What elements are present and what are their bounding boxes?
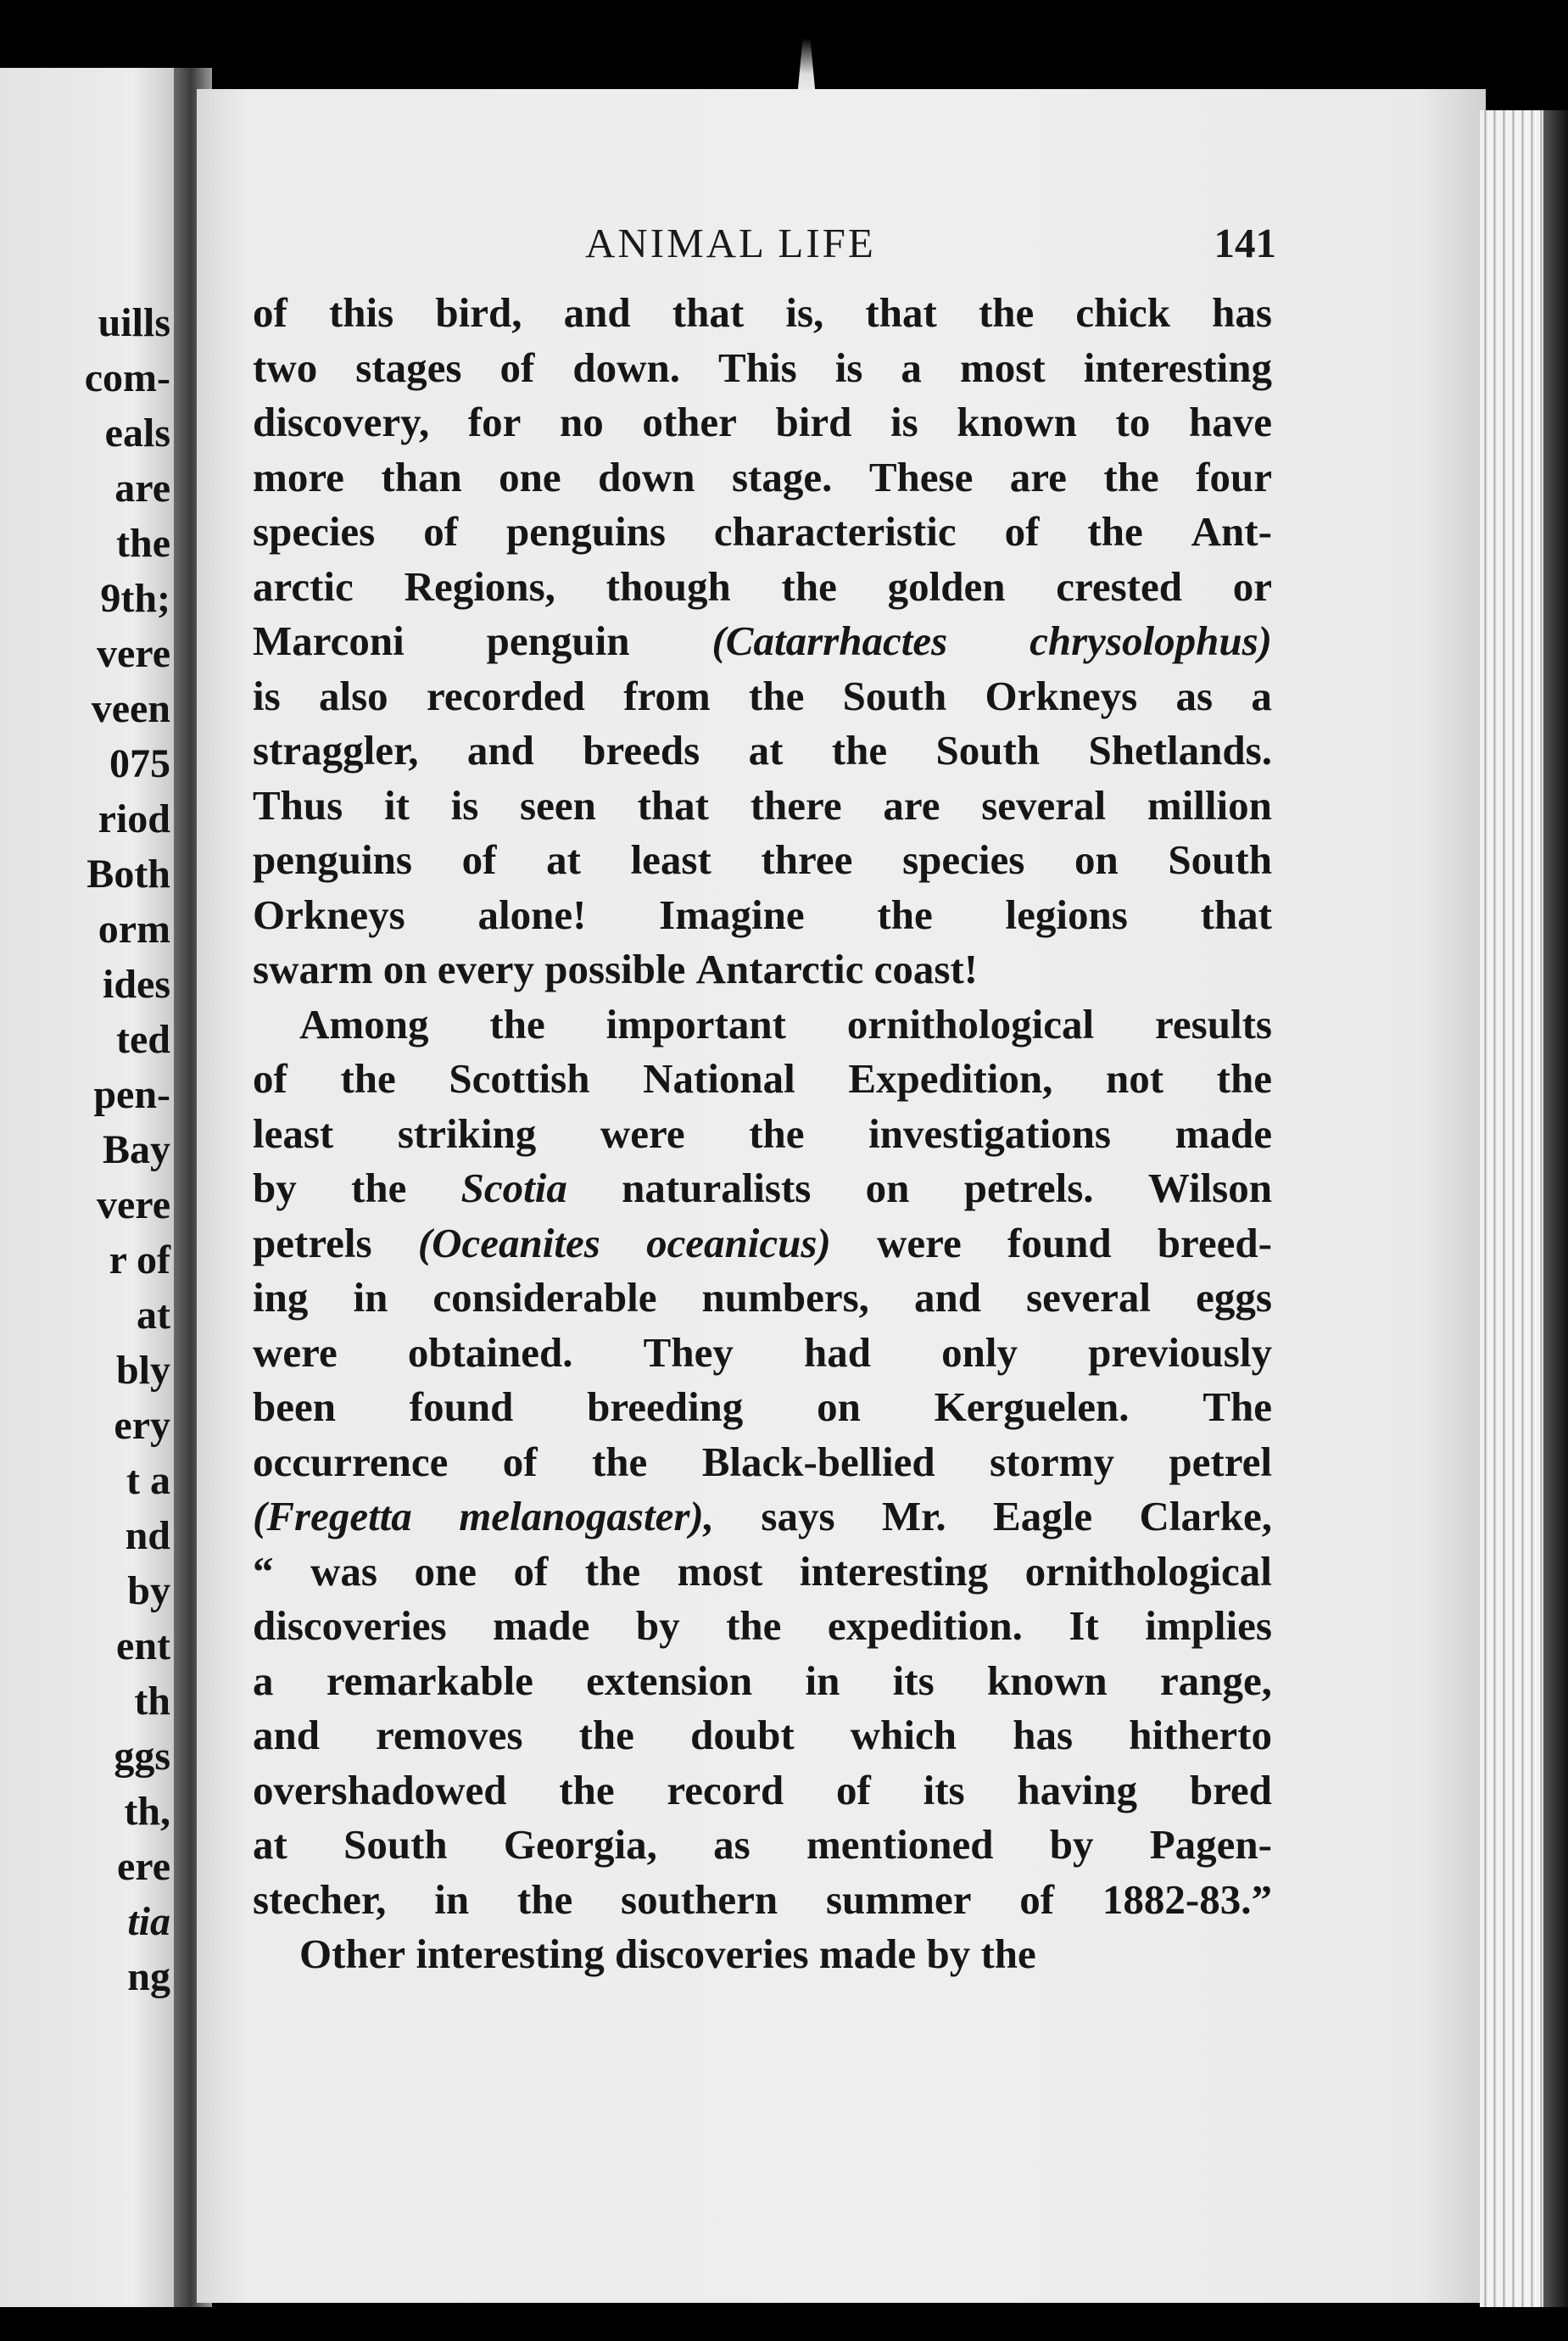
text-line <box>253 505 1272 560</box>
word: Orkneys <box>253 891 405 938</box>
word: straggler, <box>253 727 419 774</box>
word: “ <box>253 1547 274 1595</box>
word: stecher, <box>253 1875 387 1923</box>
word: Wilson <box>1147 1165 1272 1211</box>
fragment: ides <box>102 962 170 1007</box>
word: least <box>630 836 711 883</box>
word: discoveries <box>614 1930 819 1977</box>
word: is <box>253 672 281 719</box>
word: more <box>253 453 344 500</box>
word: alone! <box>477 891 587 938</box>
page-number: 141 <box>1214 220 1276 266</box>
word: on <box>1074 836 1119 883</box>
word: in <box>434 1875 470 1923</box>
word: only <box>941 1328 1018 1376</box>
word: golden <box>887 562 1006 610</box>
fragment: th, <box>124 1789 170 1834</box>
fragment: ng <box>127 1954 170 1999</box>
word: occurrence <box>253 1438 449 1485</box>
word: previously <box>1088 1328 1272 1376</box>
fragment: 075 <box>109 741 170 786</box>
word: the <box>877 891 933 938</box>
word: made <box>493 1602 590 1649</box>
word: are <box>883 781 940 829</box>
word: are <box>1009 453 1067 500</box>
word: striking <box>397 1109 537 1157</box>
text-line <box>253 833 1272 888</box>
word: four <box>1196 453 1272 500</box>
word: National <box>643 1055 795 1102</box>
word: it <box>383 781 410 829</box>
fragment: Both <box>86 852 170 897</box>
word: South <box>343 1821 448 1868</box>
fragment: t a <box>126 1458 170 1503</box>
word: that <box>672 289 745 336</box>
word: interesting <box>799 1547 989 1595</box>
text-line <box>253 888 1272 943</box>
word: the <box>749 672 805 719</box>
word: the <box>831 727 888 774</box>
word: several <box>981 781 1107 829</box>
word: a <box>253 1657 274 1704</box>
text-line <box>253 1708 1272 1763</box>
word: have <box>1188 399 1272 445</box>
word: (Catarrhactes <box>711 617 948 664</box>
word: South <box>935 727 1041 774</box>
word: southern <box>621 1875 778 1923</box>
word: Georgia, <box>503 1821 657 1868</box>
text-line <box>253 724 1272 779</box>
word: Marconi <box>253 617 405 664</box>
word: is, <box>785 289 824 336</box>
word: found <box>1007 1219 1112 1266</box>
word: by <box>253 1165 297 1211</box>
word: They <box>643 1328 734 1376</box>
word: on <box>865 1165 910 1211</box>
word: penguin <box>486 617 630 664</box>
word: there <box>750 781 842 829</box>
word: breed- <box>1157 1219 1272 1266</box>
text-line <box>253 1216 1272 1271</box>
word: overshadowed <box>253 1766 507 1813</box>
word: which <box>850 1712 957 1758</box>
word: is <box>890 399 918 445</box>
word: Antarctic <box>695 946 874 992</box>
word: the <box>978 289 1035 336</box>
word: extension <box>586 1657 753 1704</box>
word: Shetlands. <box>1088 727 1272 774</box>
word: coast! <box>873 946 979 992</box>
text-line <box>253 1052 1272 1107</box>
fragment: Bay <box>102 1127 170 1172</box>
fragment: 9th; <box>100 576 170 621</box>
text-line <box>253 560 1272 615</box>
word: the <box>1087 508 1143 555</box>
word: at <box>253 1821 287 1868</box>
word: species <box>253 508 376 555</box>
word: the <box>559 1766 615 1813</box>
word: the <box>726 1602 782 1649</box>
running-head-title: ANIMAL LIFE <box>585 220 876 266</box>
fragment: riod <box>98 796 170 841</box>
word: million <box>1147 781 1272 829</box>
word: remarkable <box>326 1657 533 1704</box>
word: chrysolophus) <box>1030 617 1272 664</box>
word: the <box>351 1165 407 1211</box>
word: as <box>1175 672 1214 719</box>
text-line <box>253 1818 1272 1873</box>
word: and <box>466 727 534 774</box>
word: Clarke, <box>1139 1493 1272 1539</box>
fragment: pen- <box>93 1072 170 1117</box>
word: this <box>328 289 394 336</box>
word: doubt <box>690 1712 795 1758</box>
word: Regions, <box>404 562 555 610</box>
word: at <box>546 836 581 883</box>
word: Ant- <box>1191 508 1272 555</box>
word: interesting <box>1083 344 1272 391</box>
word: Eagle <box>993 1493 1093 1539</box>
word: or <box>1232 562 1272 610</box>
word: Scottish <box>449 1055 590 1102</box>
word: obtained. <box>407 1328 573 1376</box>
word: Other <box>299 1930 416 1977</box>
word: one <box>499 453 561 500</box>
word: though <box>605 562 731 610</box>
word: recorded <box>427 672 585 719</box>
word: the <box>781 562 837 610</box>
word: eggs <box>1196 1274 1272 1321</box>
text-line <box>253 1326 1272 1381</box>
word: at <box>748 727 784 774</box>
word: two <box>253 344 318 391</box>
word: discoveries <box>253 1602 447 1649</box>
text-line <box>253 286 1272 341</box>
word: legions <box>1005 891 1128 938</box>
word: one <box>414 1547 477 1595</box>
text-line <box>253 1107 1272 1162</box>
word: These <box>868 453 974 500</box>
word: its <box>892 1657 935 1704</box>
word: to <box>1115 399 1151 445</box>
word: the <box>340 1055 396 1102</box>
fragment: are <box>114 466 170 511</box>
word: most <box>959 344 1046 391</box>
word: no <box>560 399 604 445</box>
word: melanogaster), <box>459 1493 714 1539</box>
word: known <box>957 399 1077 445</box>
word: of <box>499 344 535 391</box>
word: breeds <box>583 727 700 774</box>
word: ornithological <box>846 1000 1095 1048</box>
word: of <box>836 1766 871 1813</box>
word: discovery, <box>253 399 430 445</box>
text-line <box>253 1927 1272 1982</box>
text-line <box>253 997 1272 1053</box>
body-text <box>253 286 1272 1982</box>
word: (Oceanites <box>417 1219 600 1266</box>
word: of <box>1019 1875 1055 1923</box>
word: that <box>865 289 937 336</box>
word: in <box>353 1274 388 1321</box>
word: removes <box>376 1712 523 1758</box>
word: breeding <box>587 1383 744 1430</box>
word: of <box>423 508 459 555</box>
word: was <box>310 1547 377 1595</box>
word: It <box>1069 1602 1099 1649</box>
word: stages <box>355 344 462 391</box>
edge-shadow <box>1543 110 1568 2307</box>
word: the <box>591 1438 648 1485</box>
word: least <box>253 1109 334 1157</box>
word: investigations <box>868 1109 1112 1157</box>
word: also <box>319 672 388 719</box>
word: South <box>1168 836 1272 883</box>
word: the <box>749 1109 805 1157</box>
word: Scotia <box>460 1165 567 1211</box>
word: results <box>1155 1000 1272 1048</box>
word: seen <box>520 781 596 829</box>
word: is <box>834 344 863 391</box>
word: has <box>1013 1712 1074 1758</box>
word: 1882-83.” <box>1102 1875 1272 1923</box>
word: down <box>598 453 695 500</box>
text-line <box>253 1545 1272 1600</box>
word: that <box>1200 891 1272 938</box>
word: were <box>877 1219 962 1266</box>
word: Imagine <box>659 891 805 938</box>
text-line <box>253 1763 1272 1819</box>
word: made <box>818 1930 927 1977</box>
word: This <box>718 344 797 391</box>
fragment: ggs <box>114 1734 170 1779</box>
running-head <box>254 219 1276 270</box>
word: range, <box>1159 1657 1272 1704</box>
word: the <box>584 1547 641 1595</box>
word: a <box>1251 672 1272 719</box>
previous-page <box>0 68 191 2307</box>
word: expedition. <box>827 1602 1023 1649</box>
text-line <box>253 1161 1272 1216</box>
word: not <box>1105 1055 1164 1102</box>
word: Black-bellied <box>701 1438 935 1485</box>
fragment: tia <box>127 1899 170 1944</box>
word: ing <box>253 1274 309 1321</box>
word: been <box>253 1383 336 1430</box>
word: the <box>1216 1055 1272 1102</box>
fragment: orm <box>98 907 170 952</box>
text-line <box>253 1599 1272 1654</box>
word: of <box>1004 508 1040 555</box>
word: having <box>1017 1766 1138 1813</box>
fragment: the <box>116 521 170 566</box>
page-edges <box>1480 110 1543 2307</box>
word: Expedition, <box>848 1055 1053 1102</box>
word: important <box>605 1000 786 1048</box>
fragment: bly <box>115 1348 170 1393</box>
word: penguins <box>506 508 666 555</box>
fragment: ery <box>114 1403 170 1448</box>
fragment: r of <box>109 1238 170 1282</box>
word: were <box>253 1328 338 1376</box>
word: Among <box>299 1000 429 1048</box>
fragment: ent <box>116 1623 170 1668</box>
word: Kerguelen. <box>934 1383 1130 1430</box>
word: by <box>1049 1821 1094 1868</box>
word: were <box>600 1109 685 1157</box>
word: Thus <box>253 781 343 829</box>
word: stage. <box>731 453 833 500</box>
text-line <box>253 1489 1272 1545</box>
fragment: ere <box>116 1844 170 1889</box>
word: bird <box>775 399 852 445</box>
word: down. <box>572 344 680 391</box>
word: implies <box>1145 1602 1272 1649</box>
word: swarm <box>253 946 383 992</box>
word: petrels. <box>963 1165 1094 1211</box>
word: considerable <box>432 1274 657 1321</box>
text-line <box>253 779 1272 834</box>
word: Orkneys <box>985 672 1138 719</box>
word: bird, <box>435 289 522 336</box>
word: says <box>761 1493 835 1539</box>
word: stormy <box>990 1438 1114 1485</box>
text-line <box>253 341 1272 396</box>
fragment: vere <box>96 631 170 676</box>
fragment: veen <box>91 686 170 731</box>
fragment: nd <box>125 1513 170 1558</box>
fragment: vere <box>96 1182 170 1227</box>
text-line <box>253 1380 1272 1435</box>
word: of <box>461 836 497 883</box>
word: arctic <box>253 562 354 610</box>
word: South <box>842 672 947 719</box>
word: of <box>502 1438 538 1485</box>
word: had <box>803 1328 871 1376</box>
word: the <box>980 1930 1036 1977</box>
word: found <box>409 1383 514 1430</box>
fragment: at <box>137 1293 170 1338</box>
word: a <box>901 344 922 391</box>
word: known <box>986 1657 1108 1704</box>
word: is <box>450 781 479 829</box>
word: summer <box>825 1875 972 1923</box>
word: the <box>516 1875 573 1923</box>
text-line <box>253 669 1272 724</box>
fragment: eals <box>104 411 170 455</box>
word: record <box>667 1766 784 1813</box>
word: petrel <box>1169 1438 1272 1485</box>
word: its <box>923 1766 965 1813</box>
fragment: com- <box>84 355 170 400</box>
word: Pagen- <box>1149 1821 1272 1868</box>
text-line <box>253 1873 1272 1928</box>
text-line <box>253 1435 1272 1490</box>
word: from <box>623 672 711 719</box>
word: petrels <box>253 1219 372 1266</box>
previous-page-text <box>85 295 170 2004</box>
word: in <box>805 1657 840 1704</box>
word: penguins <box>253 836 412 883</box>
word: every <box>437 946 545 992</box>
word: interesting <box>416 1930 615 1977</box>
word: as <box>713 1821 751 1868</box>
word: than <box>381 453 462 500</box>
word: possible <box>544 946 696 992</box>
word: and <box>253 1712 321 1758</box>
word: characteristic <box>713 508 957 555</box>
word: The <box>1203 1383 1272 1430</box>
text-line <box>253 1271 1272 1326</box>
word: hitherto <box>1129 1712 1272 1758</box>
word: several <box>1026 1274 1152 1321</box>
word: the <box>1103 453 1159 500</box>
word: of <box>513 1547 549 1595</box>
word: (Fregetta <box>253 1493 412 1539</box>
text-line <box>253 614 1272 669</box>
text-line <box>253 450 1272 506</box>
word: oceanicus) <box>646 1219 831 1266</box>
word: on <box>817 1383 861 1430</box>
word: that <box>637 781 709 829</box>
word: has <box>1212 289 1272 336</box>
fragment: ted <box>116 1017 170 1062</box>
text-line <box>253 1654 1272 1709</box>
word: and <box>563 289 631 336</box>
fragment: th <box>134 1679 170 1724</box>
text-line <box>253 942 1272 997</box>
word: naturalists <box>622 1165 812 1211</box>
word: most <box>677 1547 763 1595</box>
word: other <box>642 399 737 445</box>
word: crested <box>1056 562 1182 610</box>
fragment: by <box>127 1568 170 1613</box>
word: numbers, <box>701 1274 869 1321</box>
word: Mr. <box>881 1493 946 1539</box>
word: chick <box>1075 289 1171 336</box>
word: species <box>902 836 1025 883</box>
word: mentioned <box>806 1821 994 1868</box>
word: bred <box>1189 1766 1272 1813</box>
word: the <box>489 1000 545 1048</box>
word: of <box>253 289 287 336</box>
word: three <box>761 836 853 883</box>
text-line <box>253 395 1272 450</box>
word: by <box>926 1930 981 1977</box>
word: of <box>253 1055 287 1102</box>
word: the <box>578 1712 634 1758</box>
word: by <box>635 1602 680 1649</box>
fragment: uills <box>98 300 170 345</box>
word: and <box>914 1274 982 1321</box>
word: on <box>382 946 438 992</box>
word: made <box>1175 1109 1272 1157</box>
word: ornithological <box>1024 1547 1272 1595</box>
word: for <box>467 399 522 445</box>
